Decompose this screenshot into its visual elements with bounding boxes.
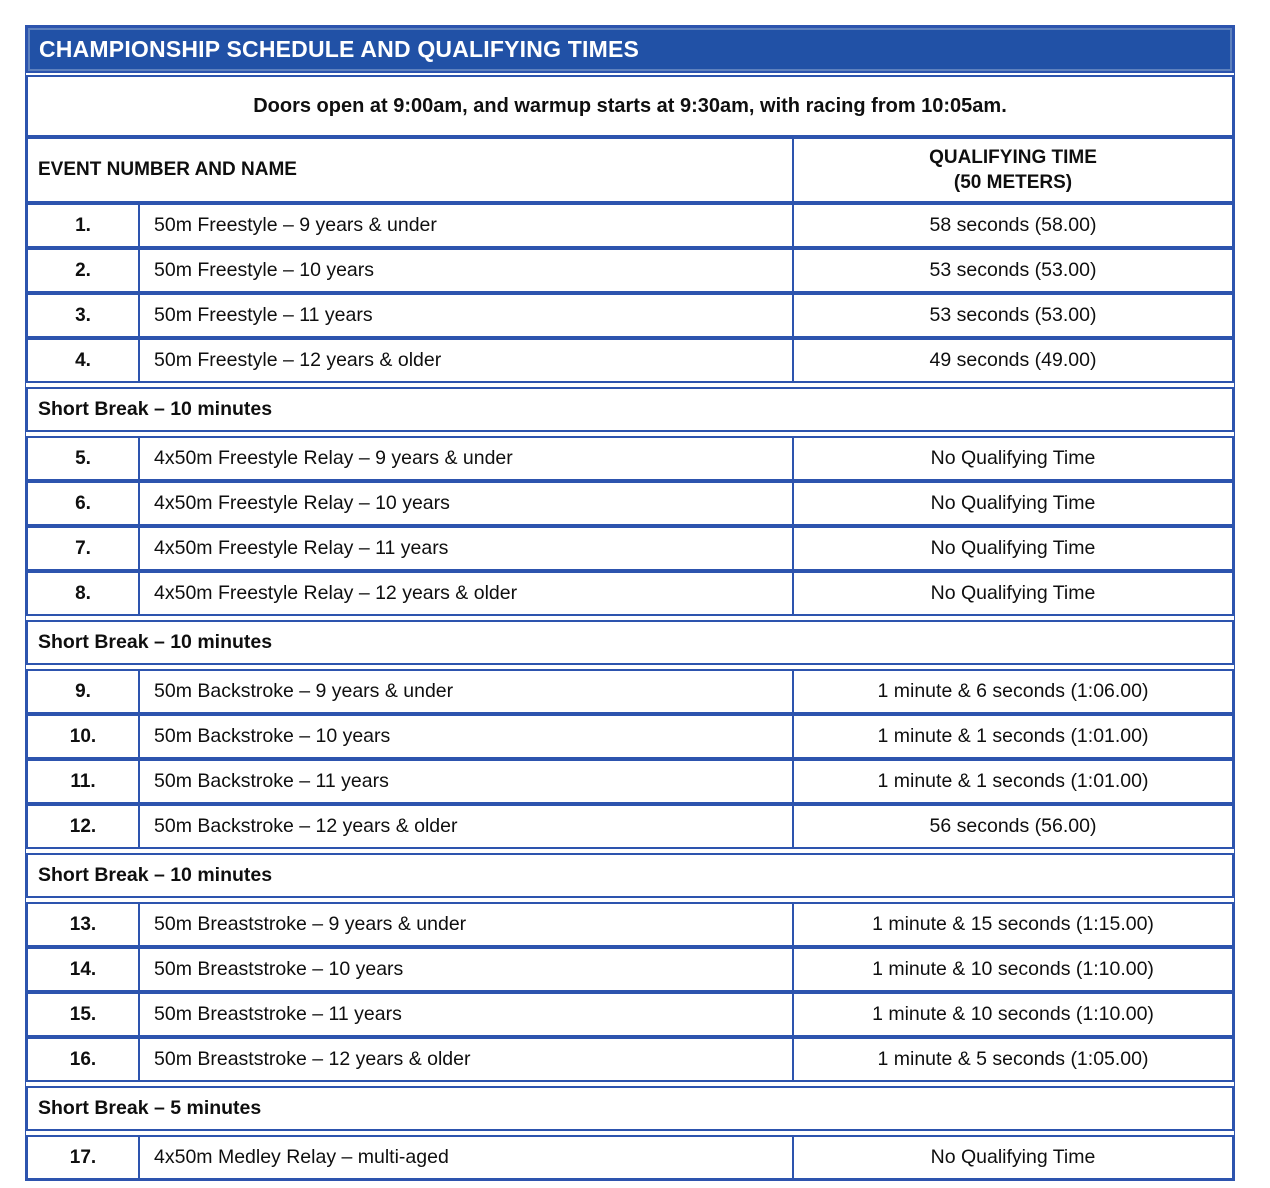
event-number: 15. xyxy=(28,994,140,1035)
event-row xyxy=(26,293,1234,338)
event-name: 4x50m Freestyle Relay – 11 years xyxy=(154,537,449,559)
event-name: 50m Freestyle – 10 years xyxy=(154,259,375,281)
doors-open-notice: Doors open at 9:00am, and warmup starts at 9:30am, with racing from 10:05am. xyxy=(26,75,1234,137)
event-number: 10. xyxy=(28,716,140,757)
event-name: 50m Breaststroke – 11 years xyxy=(154,1003,402,1025)
event-name: 50m Backstroke – 10 years xyxy=(154,725,391,747)
table-title-bar xyxy=(26,26,1234,73)
event-number: 6. xyxy=(28,483,140,524)
event-row xyxy=(26,902,1234,947)
event-row xyxy=(26,947,1234,992)
event-row xyxy=(26,436,1234,481)
event-qualifying-time: 1 minute & 10 seconds (1:10.00) xyxy=(792,994,1232,1035)
event-qualifying-time: 1 minute & 6 seconds (1:06.00) xyxy=(792,671,1232,712)
event-name: 4x50m Medley Relay – multi-aged xyxy=(154,1146,449,1168)
event-number: 13. xyxy=(28,904,140,945)
event-name: 4x50m Freestyle Relay – 10 years xyxy=(154,492,450,514)
table-title: CHAMPIONSHIP SCHEDULE AND QUALIFYING TIMES xyxy=(39,36,640,62)
qualifying-time-column-header xyxy=(792,139,1232,201)
event-row xyxy=(26,1037,1234,1082)
event-qualifying-time: No Qualifying Time xyxy=(792,438,1232,479)
event-row xyxy=(26,203,1234,248)
event-qualifying-time: 1 minute & 1 seconds (1:01.00) xyxy=(792,716,1232,757)
event-qualifying-time: No Qualifying Time xyxy=(792,483,1232,524)
event-number: 16. xyxy=(28,1039,140,1080)
event-name: 4x50m Freestyle Relay – 9 years & under xyxy=(154,447,513,469)
championship-schedule-table xyxy=(25,25,1235,1181)
event-qualifying-time: 1 minute & 10 seconds (1:10.00) xyxy=(792,949,1232,990)
event-number: 1. xyxy=(28,205,140,246)
event-number: 17. xyxy=(28,1137,140,1178)
event-qualifying-time: 53 seconds (53.00) xyxy=(792,295,1232,336)
event-number: 3. xyxy=(28,295,140,336)
event-number: 8. xyxy=(28,573,140,614)
event-qualifying-time: 1 minute & 1 seconds (1:01.00) xyxy=(792,761,1232,802)
event-row xyxy=(26,481,1234,526)
event-row xyxy=(26,571,1234,616)
event-qualifying-time: 1 minute & 15 seconds (1:15.00) xyxy=(792,904,1232,945)
event-rows xyxy=(26,203,1234,1180)
event-qualifying-time: 53 seconds (53.00) xyxy=(792,250,1232,291)
event-row xyxy=(26,992,1234,1037)
event-number: 4. xyxy=(28,340,140,381)
event-number: 2. xyxy=(28,250,140,291)
event-name: 50m Breaststroke – 10 years xyxy=(154,958,404,980)
event-name: 50m Backstroke – 11 years xyxy=(154,770,389,792)
event-row xyxy=(26,526,1234,571)
event-qualifying-time: No Qualifying Time xyxy=(792,573,1232,614)
event-number: 14. xyxy=(28,949,140,990)
event-qualifying-time: 56 seconds (56.00) xyxy=(792,806,1232,847)
event-row xyxy=(26,669,1234,714)
break-row: Short Break – 5 minutes xyxy=(26,1086,1234,1131)
column-header-row xyxy=(26,137,1234,203)
event-name: 50m Freestyle – 11 years xyxy=(154,304,373,326)
event-name: 50m Backstroke – 12 years & older xyxy=(154,815,458,837)
event-name: 50m Breaststroke – 12 years & older xyxy=(154,1048,471,1070)
break-row: Short Break – 10 minutes xyxy=(26,387,1234,432)
event-name: 50m Breaststroke – 9 years & under xyxy=(154,913,467,935)
event-row xyxy=(26,759,1234,804)
event-name: 50m Backstroke – 9 years & under xyxy=(154,680,454,702)
qualifying-time-header-line2: (50 METERS) xyxy=(953,172,1073,193)
event-row xyxy=(26,714,1234,759)
event-number: 11. xyxy=(28,761,140,802)
event-qualifying-time: No Qualifying Time xyxy=(792,1137,1232,1178)
event-number: 7. xyxy=(28,528,140,569)
event-number: 9. xyxy=(28,671,140,712)
event-column-header: EVENT NUMBER AND NAME xyxy=(38,159,297,180)
event-number: 5. xyxy=(28,438,140,479)
event-name: 4x50m Freestyle Relay – 12 years & older xyxy=(154,582,518,604)
event-row xyxy=(26,804,1234,849)
event-qualifying-time: 49 seconds (49.00) xyxy=(792,340,1232,381)
event-name: 50m Freestyle – 12 years & older xyxy=(154,349,442,371)
event-qualifying-time: 1 minute & 5 seconds (1:05.00) xyxy=(792,1039,1232,1080)
event-row xyxy=(26,248,1234,293)
qualifying-time-header-line1: QUALIFYING TIME xyxy=(929,146,1097,168)
event-qualifying-time: No Qualifying Time xyxy=(792,528,1232,569)
event-name: 50m Freestyle – 9 years & under xyxy=(154,214,437,236)
break-row: Short Break – 10 minutes xyxy=(26,853,1234,898)
event-number: 12. xyxy=(28,806,140,847)
event-qualifying-time: 58 seconds (58.00) xyxy=(792,205,1232,246)
event-row xyxy=(26,338,1234,383)
event-row xyxy=(26,1135,1234,1180)
break-row: Short Break – 10 minutes xyxy=(26,620,1234,665)
